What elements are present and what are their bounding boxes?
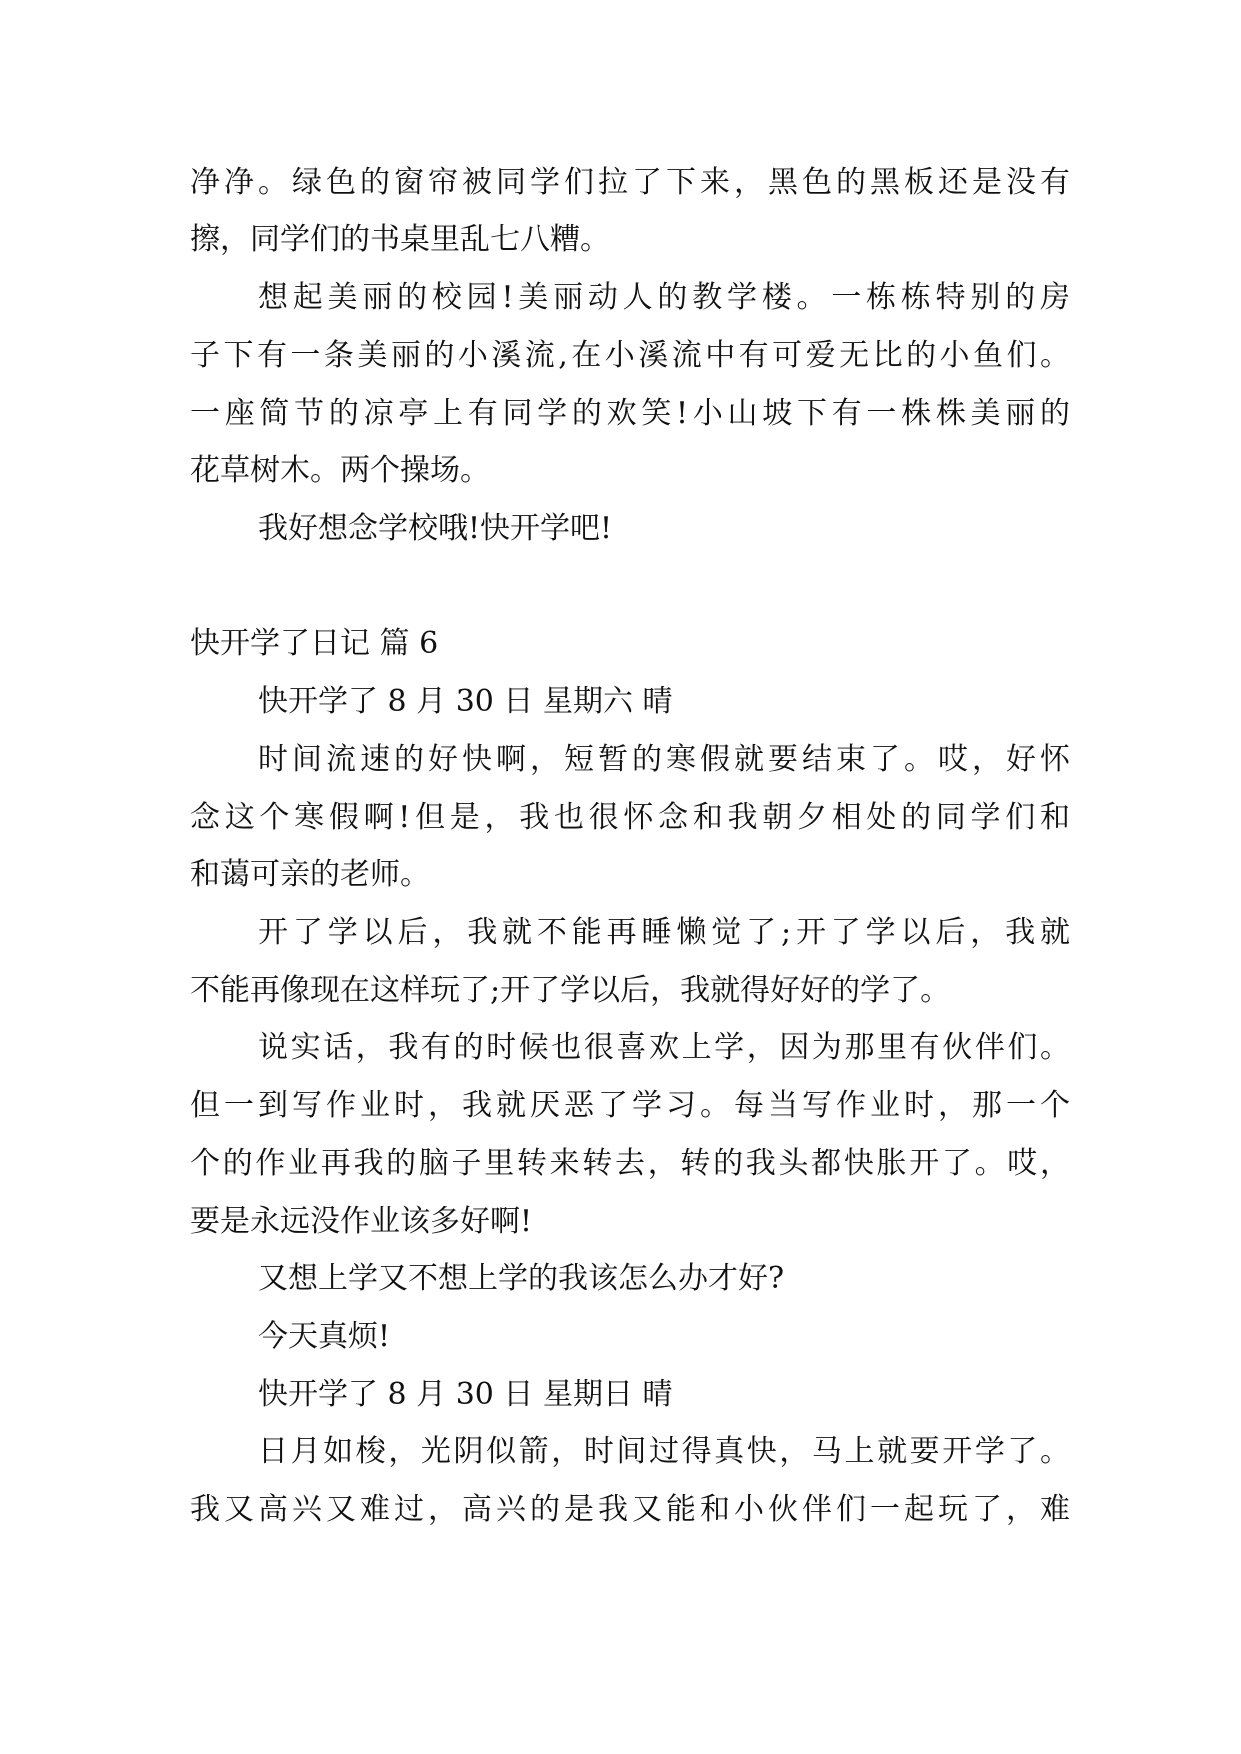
paragraph-line: 我好想念学校哦!快开学吧! [258, 511, 613, 546]
paragraph-line: 不能再像现在这样玩了;开了学以后，我就得好好的学了。 [190, 973, 951, 1008]
diary-date-line: 快开学了 8 月 30 日 星期日 晴 [258, 1377, 673, 1412]
diary-date-line: 快开学了 8 月 30 日 星期六 晴 [258, 684, 673, 719]
paragraph-line: 子下有一条美丽的小溪流,在小溪流中有可爱无比的小鱼们。 [190, 338, 1070, 373]
paragraph-line: 一座简节的凉亭上有同学的欢笑!小山坡下有一株株美丽的 [190, 396, 1070, 431]
paragraph-line: 想起美丽的校园!美丽动人的教学楼。一栋栋特别的房 [258, 280, 1070, 315]
paragraph-line: 个的作业再我的脑子里转来转去，转的我头都快胀开了。哎， [190, 1146, 1070, 1181]
paragraph-line: 我又高兴又难过，高兴的是我又能和小伙伴们一起玩了，难 [190, 1492, 1070, 1527]
paragraph-line: 日月如梭，光阴似箭，时间过得真快，马上就要开学了。 [258, 1434, 1070, 1469]
paragraph-line: 念这个寒假啊!但是，我也很怀念和我朝夕相处的同学们和 [190, 800, 1070, 835]
paragraph-line: 但一到写作业时，我就厌恶了学习。每当写作业时，那一个 [190, 1088, 1070, 1123]
paragraph-line: 擦，同学们的书桌里乱七八糟。 [190, 222, 610, 257]
paragraph-line: 开了学以后，我就不能再睡懒觉了;开了学以后，我就 [258, 915, 1070, 950]
paragraph-line: 要是永远没作业该多好啊! [190, 1204, 533, 1239]
paragraph-line: 花草树木。两个操场。 [190, 453, 490, 488]
paragraph-line: 和蔼可亲的老师。 [190, 857, 430, 892]
paragraph-line: 时间流速的好快啊，短暂的寒假就要结束了。哎，好怀 [258, 742, 1070, 777]
paragraph-line: 今天真烦! [258, 1319, 391, 1354]
paragraph-line: 又想上学又不想上学的我该怎么办才好? [258, 1261, 785, 1296]
section-title: 快开学了日记 篇 6 [190, 626, 439, 661]
paragraph-line: 净净。绿色的窗帘被同学们拉了下来，黑色的黑板还是没有 [190, 165, 1070, 200]
paragraph-line: 说实话，我有的时候也很喜欢上学，因为那里有伙伴们。 [258, 1030, 1070, 1065]
